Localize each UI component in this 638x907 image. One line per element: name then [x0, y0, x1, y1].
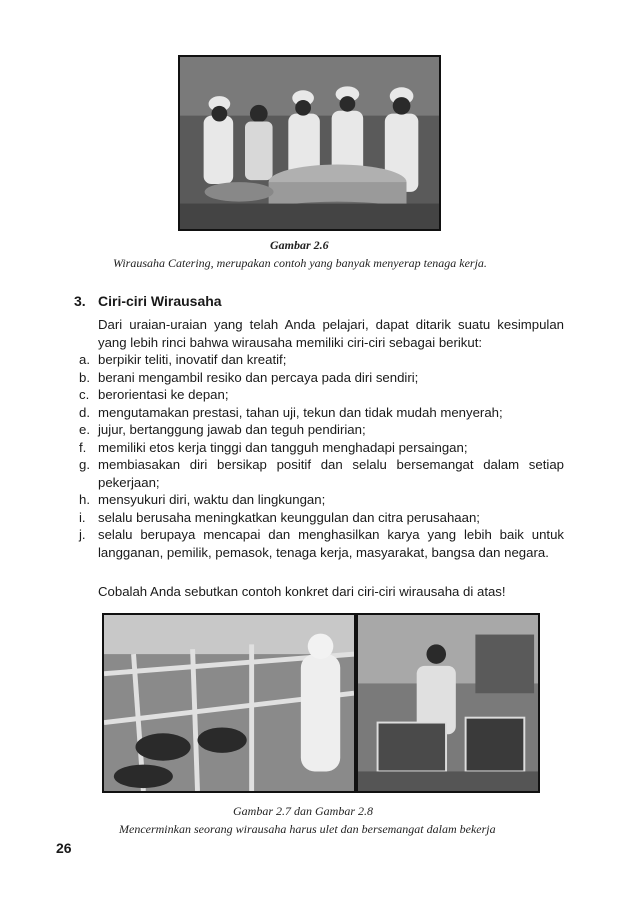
livestock-photo [102, 613, 356, 793]
list-item [79, 491, 564, 509]
section-number: 3. [74, 293, 86, 309]
list-marker: j. [79, 527, 86, 542]
list-text: berani mengambil resiko dan percaya pada diri sendiri; [98, 369, 419, 385]
catering-photo [178, 55, 441, 231]
list-marker: h. [79, 492, 90, 507]
list-text: memiliki etos kerja tinggi dan tangguh menghadapi persaingan; [98, 439, 468, 455]
list-item [79, 386, 564, 404]
list-text: berpikir teliti, inovatif dan kreatif; [98, 352, 287, 367]
list-text: membiasakan diri bersikap positif dan selalu bersemangat dalam setiap pekerjaan; [98, 457, 564, 490]
list-item [79, 351, 564, 369]
list-text: berorientasi ke depan; [98, 387, 229, 402]
figure1-title: Gambar 2.6 [270, 238, 329, 252]
characteristics-list [79, 351, 564, 561]
list-marker: i. [79, 509, 86, 525]
list-text: selalu berupaya mencapai dan menghasilkan karya yang lebih baik untuk langganan, pemilik, pemasok, tenaga kerja, masyarakat, bangsa dan negara. [98, 527, 564, 560]
list-text: mengutamakan prestasi, tahan uji, tekun dan tidak mudah menyerah; [98, 404, 503, 420]
list-item [79, 439, 564, 457]
section-intro: Dari uraian-uraian yang telah Anda pelajari, dapat ditarik suatu kesimpulan yang lebih rinci bahwa wirausaha memiliki ciri-ciri sebagai berikut: [98, 317, 564, 350]
list-marker: c. [79, 387, 90, 402]
list-marker: b. [79, 369, 90, 385]
list-marker: d. [79, 404, 90, 420]
page-number: 26 [56, 840, 72, 856]
list-text: jujur, bertanggung jawab dan teguh pendirian; [98, 422, 366, 437]
exercise-question: Cobalah Anda sebutkan contoh konkret dari ciri-ciri wirausaha di atas! [98, 584, 506, 599]
list-marker: g. [79, 457, 90, 472]
list-marker: e. [79, 422, 90, 437]
section-heading [74, 293, 222, 309]
section-title: Ciri-ciri Wirausaha [98, 293, 222, 309]
list-item [79, 526, 564, 561]
figure1-caption: Wirausaha Catering, merupakan contoh yang banyak menyerap tenaga kerja. [113, 256, 487, 270]
list-text: selalu berusaha meningkatkan keunggulan dan citra perusahaan; [98, 509, 480, 525]
list-item [79, 456, 564, 491]
list-item [79, 421, 564, 439]
worker-photo [356, 613, 540, 793]
list-marker: a. [79, 352, 90, 367]
list-item [79, 404, 564, 422]
list-item [79, 509, 564, 527]
list-marker: f. [79, 439, 87, 455]
figure2-title: Gambar 2.7 dan Gambar 2.8 [233, 804, 374, 818]
list-item [79, 369, 564, 387]
figure2-caption: Mencerminkan seorang wirausaha harus ulet dan bersemangat dalam bekerja [119, 822, 496, 836]
list-text: mensyukuri diri, waktu dan lingkungan; [98, 492, 326, 507]
